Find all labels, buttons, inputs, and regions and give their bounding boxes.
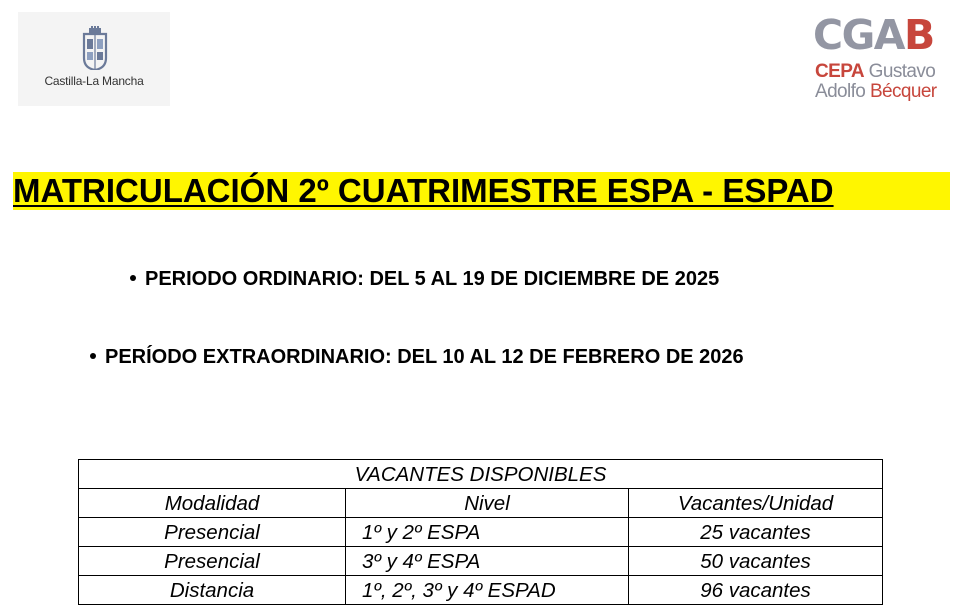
cell-modalidad: Distancia: [79, 576, 346, 605]
cepa-name-line2: [815, 82, 937, 102]
period-ordinary: [130, 267, 719, 291]
period-ordinary-text: PERIODO ORDINARIO: DEL 5 AL 19 DE DICIEMBRE DE 2025: [145, 268, 720, 290]
period-extraordinary: [90, 345, 744, 369]
table-header-row: [79, 489, 883, 518]
header-nivel: Nivel: [346, 489, 629, 518]
cepa-gustavo-label: Gustavo: [868, 61, 936, 82]
period-extraordinary-text: PERÍODO EXTRAORDINARIO: DEL 10 AL 12 DE FEBRERO DE 2026: [105, 346, 744, 368]
cell-modalidad: Presencial: [79, 547, 346, 576]
table-row: [79, 576, 883, 605]
cgab-wordmark-red: B: [903, 11, 934, 59]
cell-vacantes: 50 vacantes: [629, 547, 883, 576]
vacancies-table: [78, 459, 883, 605]
castilla-la-mancha-emblem-icon: [78, 26, 112, 70]
castilla-la-mancha-logo-text: Castilla-La Mancha: [44, 74, 144, 88]
cgab-wordmark: [813, 12, 934, 58]
table-caption: VACANTES DISPONIBLES: [79, 460, 883, 489]
castilla-la-mancha-logo: [18, 12, 170, 106]
header-modalidad: Modalidad: [79, 489, 346, 518]
cell-vacantes: 96 vacantes: [629, 576, 883, 605]
cepa-adolfo-label: Adolfo: [815, 81, 866, 102]
page-title: MATRICULACIÓN 2º CUATRIMESTRE ESPA - ESPAD: [13, 172, 834, 209]
header-vacantes: Vacantes/Unidad: [629, 489, 883, 518]
cepa-becquer-label: Bécquer: [869, 81, 937, 102]
cell-nivel: 1º, 2º, 3º y 4º ESPAD: [346, 576, 629, 605]
cell-vacantes: 25 vacantes: [629, 518, 883, 547]
cepa-label: CEPA: [815, 61, 864, 82]
table-caption-row: [79, 460, 883, 489]
cell-modalidad: Presencial: [79, 518, 346, 547]
bullet-icon: [90, 353, 96, 359]
table-row: [79, 518, 883, 547]
cgab-wordmark-grey: CGA: [813, 11, 904, 59]
bullet-icon: [130, 275, 136, 281]
table-row: [79, 547, 883, 576]
cell-nivel: 1º y 2º ESPA: [346, 518, 629, 547]
cell-nivel: 3º y 4º ESPA: [346, 547, 629, 576]
cepa-name-line1: [815, 62, 935, 82]
cepa-logo: [805, 12, 955, 104]
